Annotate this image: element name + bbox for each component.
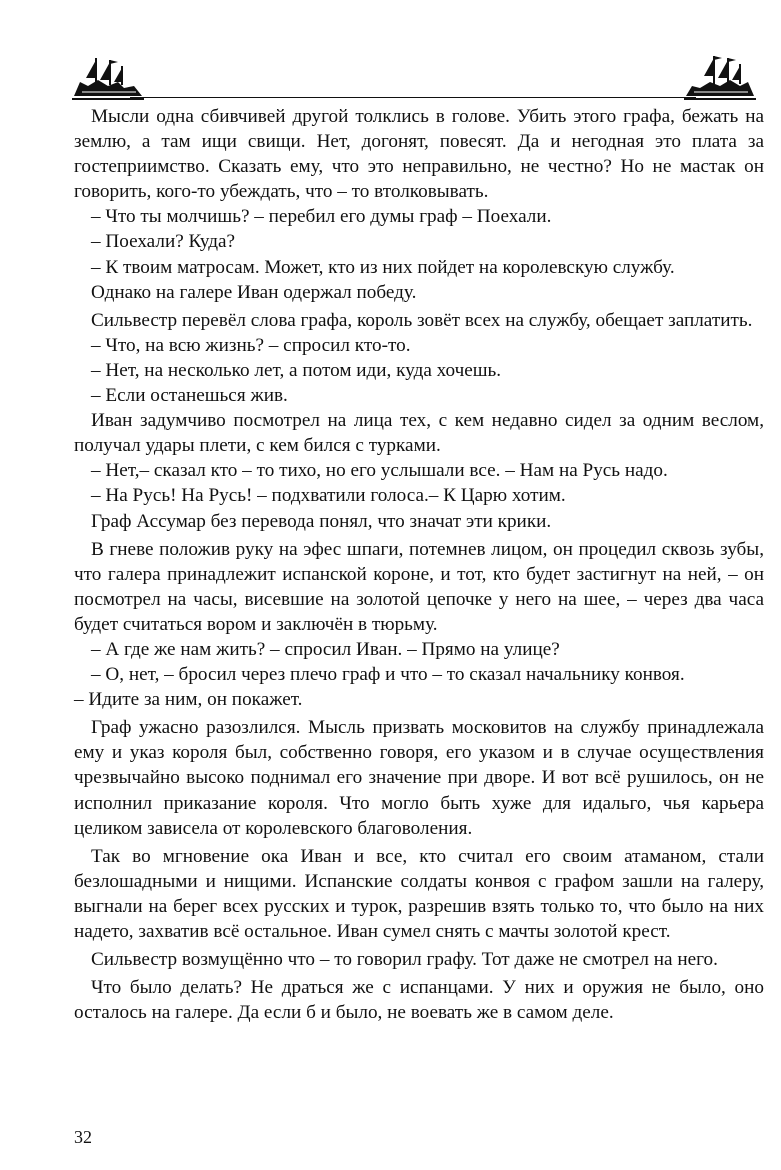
paragraph: Сильвестр перевёл слова графа, король зовёт всех на службу, обещает заплатить. <box>91 309 753 331</box>
header-rule <box>130 97 696 98</box>
paragraph: Так во мгновение ока Иван и все, кто считал его своим атаманом, стали безлошадными и нищими. Испанские солдаты конвоя с графом зашли на галеру, выгнали на берег всех русских и турок, разрешив взять только то, что было на них надето, захватив всё остальное. Иван сумел снять с мачты золотой крест. <box>74 845 764 942</box>
page-number: 32 <box>74 1127 92 1147</box>
paragraph: Что было делать? Не драться же с испанцами. У них и оружия не было, оно осталось на галере. Да если б и было, не воевать же в самом деле. <box>74 977 764 1024</box>
paragraph: – Идите за ним, он покажет. <box>74 689 303 711</box>
paragraph: Иван задумчиво посмотрел на лица тех, с кем недавно сидел за одним веслом, получал удары плети, с кем бился с турками. <box>74 410 764 457</box>
paragraph: – Что, на всю жизнь? – спросил кто-то. <box>91 334 411 356</box>
paragraph: – Нет,– сказал кто – то тихо, но его услышали все. – Нам на Русь надо. <box>91 460 668 482</box>
paragraph: Однако на галере Иван одержал победу. <box>91 281 417 303</box>
paragraph: – Что ты молчишь? – перебил его думы граф – Поехали. <box>91 206 552 228</box>
paragraph: Сильвестр возмущённо что – то говорил графу. Тот даже не смотрел на него. <box>91 949 718 971</box>
paragraph: – Нет, на несколько лет, а потом иди, куда хочешь. <box>91 359 502 381</box>
paragraph: – А где же нам жить? – спросил Иван. – Прямо на улице? <box>91 638 560 660</box>
paragraph: – О, нет, – бросил через плечо граф и что – то сказал начальнику конвоя. <box>91 664 685 686</box>
sailing-ship-icon <box>684 52 756 102</box>
paragraph: – К твоим матросам. Может, кто из них пойдет на королевскую службу. <box>91 256 675 278</box>
paragraph: Граф Ассумар без перевода понял, что значат эти крики. <box>91 510 552 532</box>
sailing-ship-icon <box>72 52 144 102</box>
paragraph: В гневе положив руку на эфес шпаги, потемнев лицом, он процедил сквозь зубы, что галера принадлежит испанской короне, и тот, кто будет застигнут на ней, – он посмотрел на часы, висевшие на золотой цепочке у него на шее, – через два часа будет считаться вором и заключён в тюрьму. <box>74 538 764 635</box>
paragraph: – Если останешься жив. <box>91 385 288 407</box>
body-text <box>74 104 764 1025</box>
paragraph: – Поехали? Куда? <box>91 231 236 253</box>
page-header-ornament <box>72 52 756 104</box>
paragraph: Мысли одна сбивчивей другой толклись в голове. Убить этого графа, бежать на землю, а там ищи свищи. Нет, догонят, повесят. Да и негодная это плата за гостеприимство. Сказать ему, что это неправильно, не честно? Но не мастак он говорить, кого-то убеждать, что – то втолковывать. <box>74 106 764 203</box>
paragraph: Граф ужасно разозлился. Мысль призвать московитов на службу принадлежала ему и указ короля был, собственно говоря, его указом и в случае осуществления чрезвычайно высоко поднимал его значение при дворе. И вот всё рушилось, он не исполнил приказание короля. Что могло быть хуже для идальго, чья карьера целиком зависела от королевского благоволения. <box>74 717 764 839</box>
paragraph: – На Русь! На Русь! – подхватили голоса.– К Царю хотим. <box>91 485 566 507</box>
